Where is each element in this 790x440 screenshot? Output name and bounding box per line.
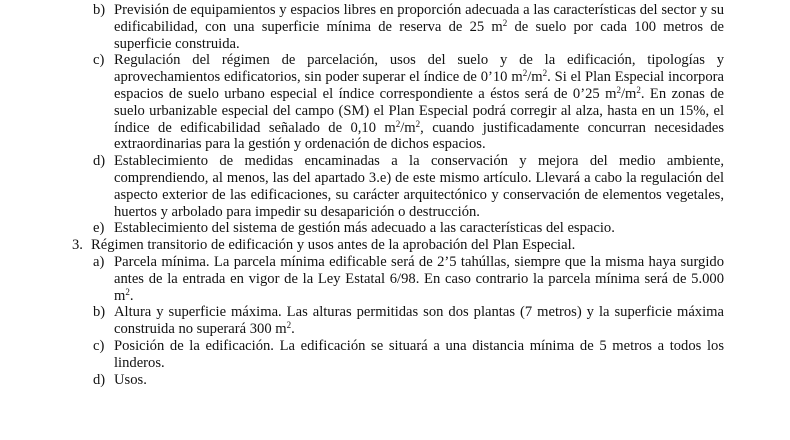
superscript: 2 [502, 17, 508, 28]
list-item-label: a) [93, 253, 105, 270]
list-item-text [114, 372, 147, 388]
text-run: /m [400, 119, 416, 136]
list-item-label: d) [93, 371, 106, 388]
section-3-heading [0, 237, 790, 254]
list-item-label: d) [93, 153, 106, 170]
superscript: 2 [542, 68, 548, 79]
sublist-item-d [0, 372, 790, 389]
list-item-b [0, 2, 790, 52]
superscript: 2 [522, 68, 528, 79]
text-run: . [291, 321, 295, 338]
text-run: Regulación del régimen de parcelación, usos del suelo y de la edificación, tipologías y aprovechamientos edificatorios, sin poder superar el índice de 0’10 m [114, 52, 724, 86]
text-run: /m [527, 69, 543, 86]
list-item-label: b) [93, 2, 106, 18]
list-item-text [114, 220, 615, 236]
text-run: Posición de la edificación. La edificación se situará a una distancia mínima de 5 metros a todos los linderos. [114, 337, 724, 371]
list-item-label: c) [93, 52, 105, 69]
superscript: 2 [125, 286, 130, 297]
list-item-text [114, 304, 724, 337]
list-item-text [114, 153, 724, 219]
list-item-text [114, 254, 724, 304]
list-item-d [0, 153, 790, 220]
list-item-text [114, 338, 724, 371]
list-item-label: c) [93, 337, 105, 354]
text-run: . En zonas de suelo urbanizable especial del campo (SM) el Plan Especial podrá corregir al alza, hasta en un 15%, el índice de edificabilidad señalado de 0,10 m [114, 85, 724, 136]
text-run: Establecimiento del sistema de gestión más adecuado a las características del espacio. [114, 220, 615, 237]
text-run: Altura y superficie máxima. Las alturas permitidas son dos plantas (7 metros) y la superficie máxima construida no superará 300 m [114, 304, 724, 338]
sublist-item-b [0, 304, 790, 338]
text-run: Previsión de equipamientos y espacios libres en proporción adecuada a las características del sector y su edificabilidad, con una superficie mínima de reserva de 25 m [114, 2, 724, 35]
sublist-item-c [0, 338, 790, 372]
superscript: 2 [395, 118, 401, 129]
list-item-c [0, 52, 790, 153]
sublist-item-a [0, 254, 790, 304]
section-title: Régimen transitorio de edificación y usos antes de la aprobación del Plan Especial. [91, 237, 576, 254]
list-item-label: e) [93, 220, 105, 237]
section-number: 3. [72, 237, 83, 254]
text-run: . [129, 287, 134, 304]
superscript: 2 [286, 320, 292, 331]
list-item-e [0, 220, 790, 237]
list-item-text [114, 2, 724, 52]
list-item-label: b) [93, 304, 106, 321]
text-run: /m [620, 85, 637, 102]
superscript: 2 [415, 118, 421, 129]
superscript: 2 [636, 84, 641, 95]
text-run: , cuando justificadamente concurran necesidades extraordinarias para la gestión y ordenación de dichos espacios. [114, 119, 724, 153]
text-run: Usos. [114, 371, 147, 388]
text-run: Establecimiento de medidas encaminadas a la conservación y mejora del medio ambiente, comprendiendo, al menos, las del apartado 3.e) de este mismo artículo. Llevará a cabo la regulación del aspecto exterior de las edificaciones, su carácter arquitectónico y conservación de elementos vegetales, huertos y arbolado para impedir su desaparición o destrucción. [114, 153, 724, 220]
superscript: 2 [616, 84, 621, 95]
text-run: Parcela mínima. La parcela mínima edificable será de 2’5 tahúllas, siempre que la misma haya surgido antes de la entrada en vigor de la Ley Estatal 6/98. En caso contrario la parcela mínima será de 5.000 m [114, 253, 724, 304]
text-run: de suelo por cada 100 metros de superficie construida. [114, 18, 724, 52]
text-run: . Si el Plan Especial incorpora espacios de suelo urbano especial el índice correspondiente a éstos será de 0’25 m [114, 69, 724, 102]
list-item-text [114, 52, 724, 152]
